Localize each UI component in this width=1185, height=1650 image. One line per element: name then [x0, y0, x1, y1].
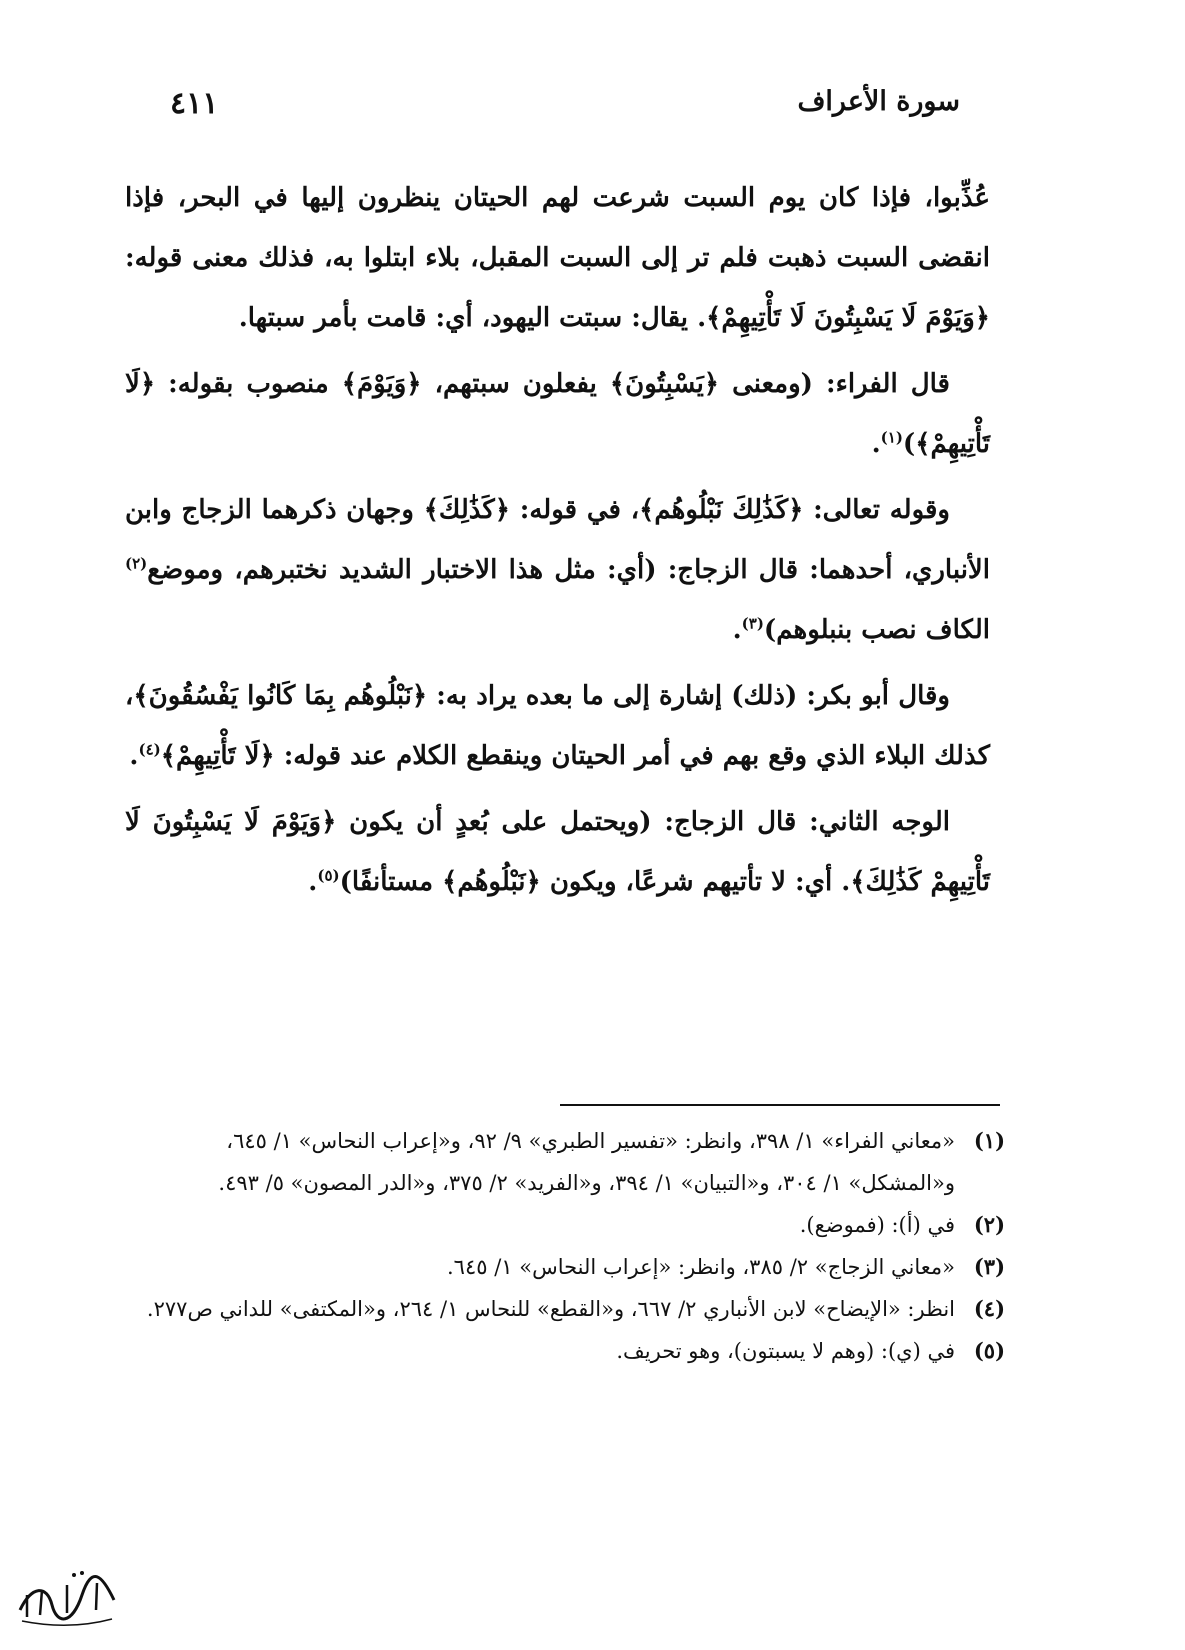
footnote-3: [125, 1246, 1005, 1288]
text-run: .: [732, 615, 742, 645]
text-run: وقوله تعالى:: [803, 495, 950, 525]
footnote-5: [125, 1330, 1005, 1372]
footnote-text: في (أ): (فموضع).: [799, 1213, 955, 1237]
quran-quote: ﴿نَبْلُوهُم بِمَا كَانُوا يَفْسُقُونَ﴾: [133, 681, 428, 711]
page-number: ٤١١: [170, 86, 219, 121]
text-run: قال الفراء: (ومعنى: [719, 369, 950, 399]
text-run: ): [902, 429, 916, 459]
quran-quote: ﴿يَسْبِتُونَ﴾: [609, 369, 720, 399]
text-run: ، كذلك البلاء الذي وقع بهم في أمر الحيتان وينقطع الكلام عند قوله:: [125, 681, 990, 771]
stamp-graphic: [12, 1555, 122, 1635]
footnote-number: (٢): [973, 1212, 1005, 1237]
footnote-divider: [560, 1104, 1000, 1106]
footnote-ref[interactable]: (٢): [125, 554, 148, 573]
text-run: .: [129, 741, 139, 771]
footnote-number: (١): [973, 1128, 1005, 1153]
footnote-ref[interactable]: (١): [880, 428, 903, 447]
paragraph-1: [125, 168, 990, 348]
footnote-text: «معاني الزجاج» ٢/ ٣٨٥، وانظر: «إعراب النحاس» ١/ ٦٤٥.: [446, 1255, 955, 1279]
text-run: ، في قوله:: [510, 495, 640, 525]
text-run: منصوب بقوله:: [155, 369, 342, 399]
text-run: .: [308, 867, 318, 897]
text-run: . يقال: سبتت اليهود، أي: قامت بأمر سبتها.: [238, 303, 707, 333]
text-run: . أي: لا تأتيهم شرعًا، ويكون: [540, 867, 851, 897]
text-run: مستأنفًا): [339, 867, 443, 897]
footnote-text: في (ي): (وهم لا يسبتون)، وهو تحريف.: [616, 1339, 955, 1363]
text-run: وجهان ذكرهما الزجاج وابن الأنباري، أحدهما: قال الزجاج: (أي: مثل هذا الاختبار الشديد نختبرهم، وموضع: [125, 495, 990, 585]
footnote-text: «معاني الفراء» ١/ ٣٩٨، وانظر: «تفسير الطبري» ٩/ ٩٢، و«إعراب النحاس» ١/ ٦٤٥، و«المشكل» ١/ ٣٠٤، و«التبيان» ١/ ٣٩٤، و«الفريد» ٢/ ٣٧٥، و«الدر المصون» ٥/ ٤٩٣.: [218, 1129, 955, 1195]
footnote-number: (٣): [973, 1254, 1005, 1279]
text-run: يفعلون سبتهم،: [421, 369, 610, 399]
footnote-number: (٤): [973, 1296, 1005, 1321]
quran-quote: ﴿كَذَٰلِكَ نَبْلُوهُم﴾: [639, 495, 804, 525]
footnote-ref[interactable]: (٥): [317, 866, 340, 885]
quran-quote: ﴿نَبْلُوهُم﴾: [442, 867, 541, 897]
footnotes: [125, 1120, 1005, 1372]
main-text: [125, 168, 990, 918]
calligraphy-stamp-icon: [12, 1555, 122, 1635]
footnote-number: (٥): [973, 1338, 1005, 1363]
quran-quote: ﴿لَا تَأْتِيهِمْ﴾: [125, 369, 990, 459]
quran-quote: ﴿لَا تَأْتِيهِمْ﴾: [160, 741, 275, 771]
text-run: : قال الزجاج: (ويحتمل على بُعدٍ أن يكون: [336, 807, 819, 837]
section-lead: الوجه الثاني: [818, 807, 950, 837]
text-run: الكاف نصب بنبلوهم): [763, 615, 990, 645]
text-run: عُذِّبوا، فإذا كان يوم السبت شرعت لهم الحيتان ينظرون إليها في البحر، فإذا انقضى السبت ذهبت فلم تر إلى السبت المقبل، بلاء ابتلوا به، فذلك معنى قوله:: [125, 183, 990, 273]
footnote-2: [125, 1204, 1005, 1246]
quran-quote: ﴿وَيَوْمَ﴾: [341, 369, 422, 399]
surah-title: سورة الأعراف: [797, 86, 960, 117]
text-run: .: [871, 429, 881, 459]
footnote-1: [125, 1120, 1005, 1204]
paragraph-4: [125, 666, 990, 786]
page-header: [170, 86, 960, 136]
footnote-text: انظر: «الإيضاح» لابن الأنباري ٢/ ٦٦٧، و«القطع» للنحاس ١/ ٢٦٤، و«المكتفى» للداني ص٢٧٧.: [146, 1297, 955, 1321]
footnote-4: [125, 1288, 1005, 1330]
quran-quote: ﴿كَذَٰلِكَ﴾: [423, 495, 511, 525]
quran-quote: ﴿وَيَوْمَ لَا يَسْبِتُونَ لَا تَأْتِيهِمْ كَذَٰلِكَ﴾: [125, 807, 990, 897]
paragraph-2: [125, 354, 990, 474]
text-run: وقال أبو بكر: (ذلك) إشارة إلى ما بعده يراد به:: [427, 681, 950, 711]
paragraph-3: [125, 480, 990, 660]
quran-quote: ﴿وَيَوْمَ لَا يَسْبِتُونَ لَا تَأْتِيهِمْ﴾: [706, 303, 990, 333]
footnote-ref[interactable]: (٣): [741, 614, 764, 633]
paragraph-5: [125, 792, 990, 912]
footnote-ref[interactable]: (٤): [138, 740, 161, 759]
